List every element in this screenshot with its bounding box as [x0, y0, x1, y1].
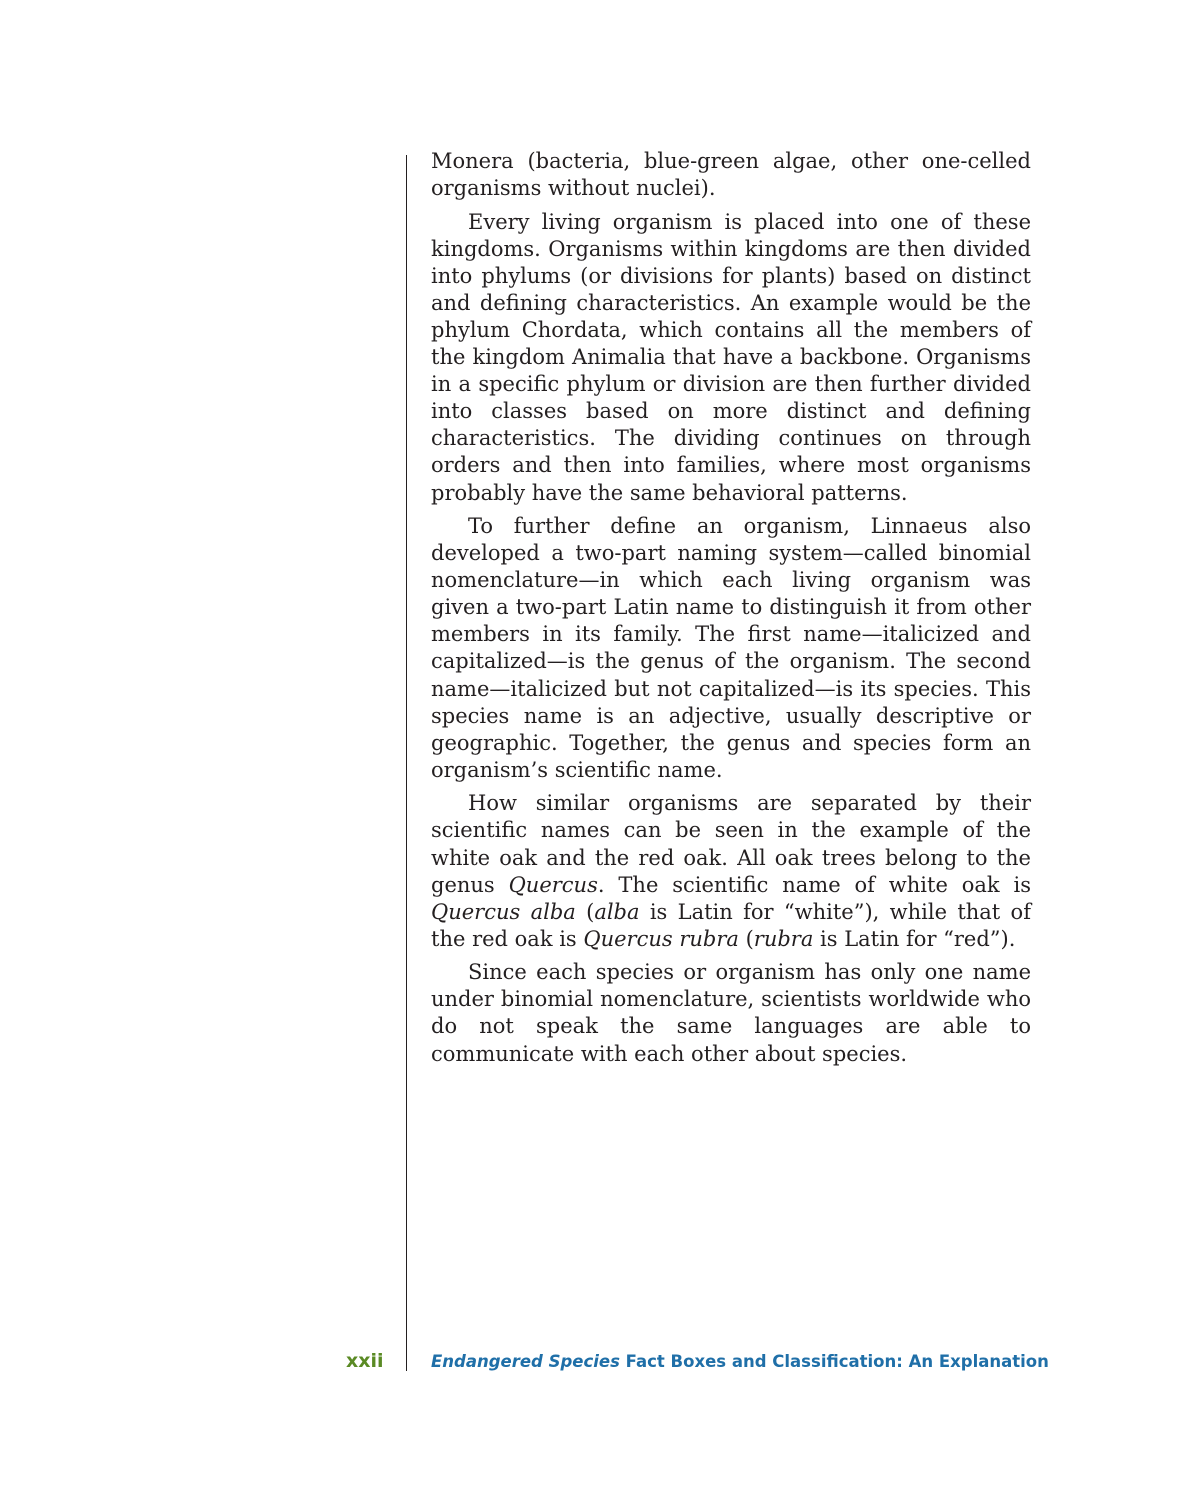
paragraph-4-text-3: (	[575, 899, 595, 924]
margin-rule	[406, 155, 407, 1371]
species-quercus-alba: Quercus alba	[431, 899, 576, 924]
epithet-rubra: rubra	[753, 926, 814, 951]
page-number: xxii	[346, 1350, 384, 1372]
paragraph-2: Every living organism is placed into one of these kingdoms. Organisms within kingdoms are then divided into phylums (or divisions for plants) based on distinct and defining characteristics. An example would be the phylum Chordata, which contains all the members of the kingdom Animalia that have a backbone. Organisms in a specific phylum or division are then further divided into classes based on more distinct and defining characteristics. The dividing continues on through orders and then into families, where most organisms probably have the same behavioral patterns.	[431, 209, 1031, 505]
paragraph-4-text-2: . The scientific name of white oak is	[597, 872, 1031, 897]
running-head-rest: Fact Boxes and Classification: An Explanation	[619, 1352, 1049, 1371]
paragraph-3: To further define an organism, Linnaeus also developed a two-part naming system—called binomial nomenclature—in which each living organism was given a two-part Latin name to distinguish it from other members in its family. The first name—italicized and capitalized—is the genus of the organism. The second name—italicized but not capitalized—is its species. This species name is an adjective, usually descriptive or geographic. Together, the genus and species form an organism’s scientific name.	[431, 514, 1031, 782]
paragraph-4	[431, 790, 1031, 953]
running-head	[431, 1352, 1049, 1371]
paragraph-1: Monera (bacteria, blue-green algae, other one-celled organisms without nuclei).	[431, 149, 1031, 201]
paragraph-5: Since each species or organism has only one name under binomial nomenclature, scientists worldwide who do not speak the same languages are able to communicate with each other about species.	[431, 960, 1031, 1066]
paragraph-4-text-4: is Latin for “white”), while that of the red oak is	[431, 899, 1031, 951]
body-text	[431, 148, 1031, 1074]
epithet-alba: alba	[594, 899, 640, 924]
running-head-italic: Endangered Species	[431, 1352, 620, 1371]
species-quercus-rubra: Quercus rubra	[583, 926, 739, 951]
paragraph-4-text-5: (	[738, 926, 754, 951]
paragraph-4-text-1: How similar organisms are separated by their scientific names can be seen in the example of the white oak and the red oak. All oak trees belong to the genus	[431, 791, 1031, 897]
paragraph-4-text-6: is Latin for “red”).	[813, 926, 1016, 951]
genus-quercus: Quercus	[508, 872, 598, 897]
